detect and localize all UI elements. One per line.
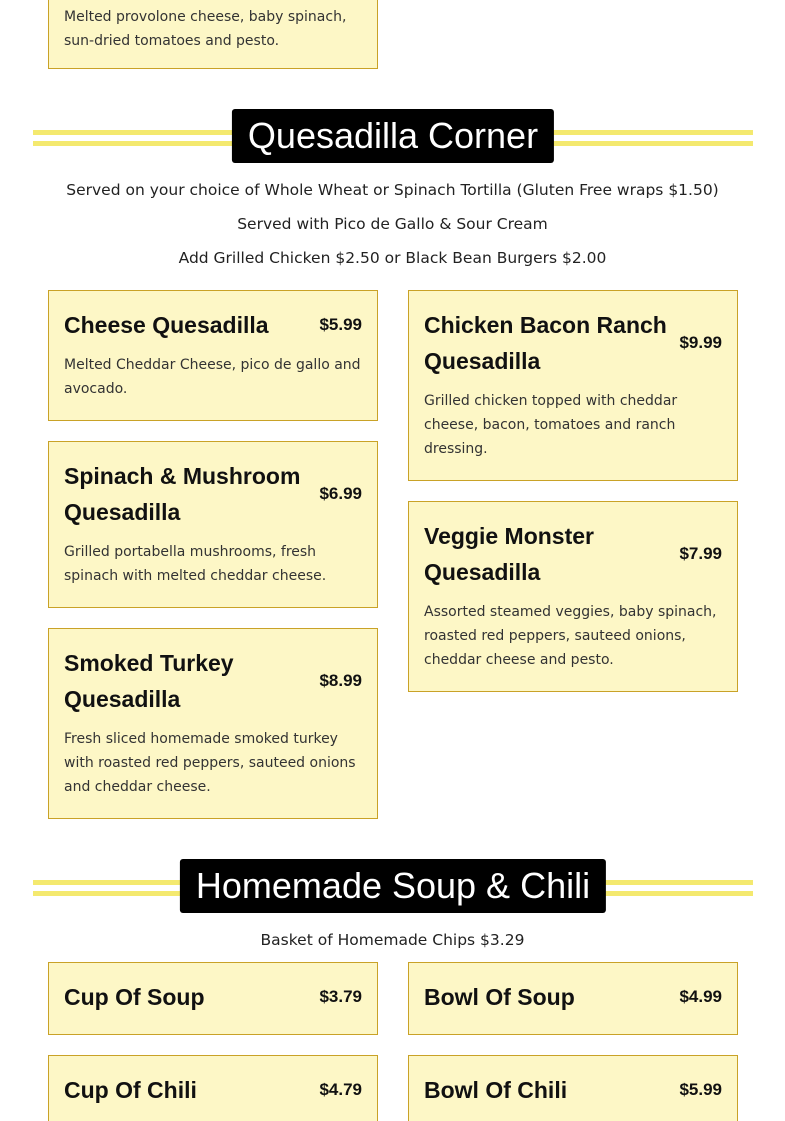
item-name: Chicken Bacon Ranch Quesadilla bbox=[424, 312, 667, 374]
item-name: Smoked Turkey Quesadilla bbox=[64, 650, 234, 712]
item-name: Cup Of Soup bbox=[64, 984, 205, 1010]
section-title: Homemade Soup & Chili bbox=[180, 859, 606, 913]
menu-item-card bbox=[408, 290, 738, 481]
item-name: Spinach & Mushroom Quesadilla bbox=[64, 463, 301, 525]
item-name: Cup Of Chili bbox=[64, 1077, 197, 1103]
item-price: $4.79 bbox=[319, 1080, 362, 1099]
menu-item-card bbox=[408, 962, 738, 1035]
section-note: Served on your choice of Whole Wheat or Spinach Tortilla (Gluten Free wraps $1.50) bbox=[66, 181, 719, 199]
section-note: Basket of Homemade Chips $3.29 bbox=[260, 931, 525, 949]
item-name: Cheese Quesadilla bbox=[64, 312, 269, 338]
item-name: Bowl Of Chili bbox=[424, 1077, 568, 1103]
menu-item-card bbox=[408, 501, 738, 692]
item-description: Fresh sliced homemade smoked turkey with roasted red peppers, sauteed onions and cheddar cheese. bbox=[64, 731, 356, 795]
item-name: Bowl Of Soup bbox=[424, 984, 575, 1010]
item-description: Grilled chicken topped with cheddar cheese, bacon, tomatoes and ranch dressing. bbox=[424, 393, 678, 457]
item-description: Melted provolone cheese, baby spinach, sun-dried tomatoes and pesto. bbox=[64, 9, 347, 49]
item-price: $6.99 bbox=[319, 484, 362, 503]
item-price: $5.99 bbox=[679, 1080, 722, 1099]
item-description: Grilled portabella mushrooms, fresh spinach with melted cheddar cheese. bbox=[64, 544, 327, 584]
item-name: Veggie Monster Quesadilla bbox=[424, 523, 594, 585]
menu-item-card bbox=[408, 1055, 738, 1121]
menu-item-card bbox=[48, 0, 378, 69]
section-note: Served with Pico de Gallo & Sour Cream bbox=[237, 215, 548, 233]
menu-item-card bbox=[48, 441, 378, 608]
item-price: $9.99 bbox=[679, 333, 722, 352]
menu-item-card bbox=[48, 628, 378, 819]
menu-item-card bbox=[48, 1055, 378, 1121]
item-price: $4.99 bbox=[679, 987, 722, 1006]
menu-item-card bbox=[48, 290, 378, 421]
item-price: $7.99 bbox=[679, 544, 722, 563]
item-description: Assorted steamed veggies, baby spinach, roasted red peppers, sauteed onions, cheddar cheese and pesto. bbox=[424, 604, 717, 668]
item-price: $5.99 bbox=[319, 315, 362, 334]
item-price: $3.79 bbox=[319, 987, 362, 1006]
menu-item-card bbox=[48, 962, 378, 1035]
section-title: Quesadilla Corner bbox=[232, 109, 554, 163]
item-price: $8.99 bbox=[319, 671, 362, 690]
section-banner-soup bbox=[33, 859, 753, 913]
section-note: Add Grilled Chicken $2.50 or Black Bean Burgers $2.00 bbox=[178, 249, 607, 267]
section-banner-quesadilla bbox=[33, 109, 753, 163]
item-description: Melted Cheddar Cheese, pico de gallo and avocado. bbox=[64, 357, 361, 397]
